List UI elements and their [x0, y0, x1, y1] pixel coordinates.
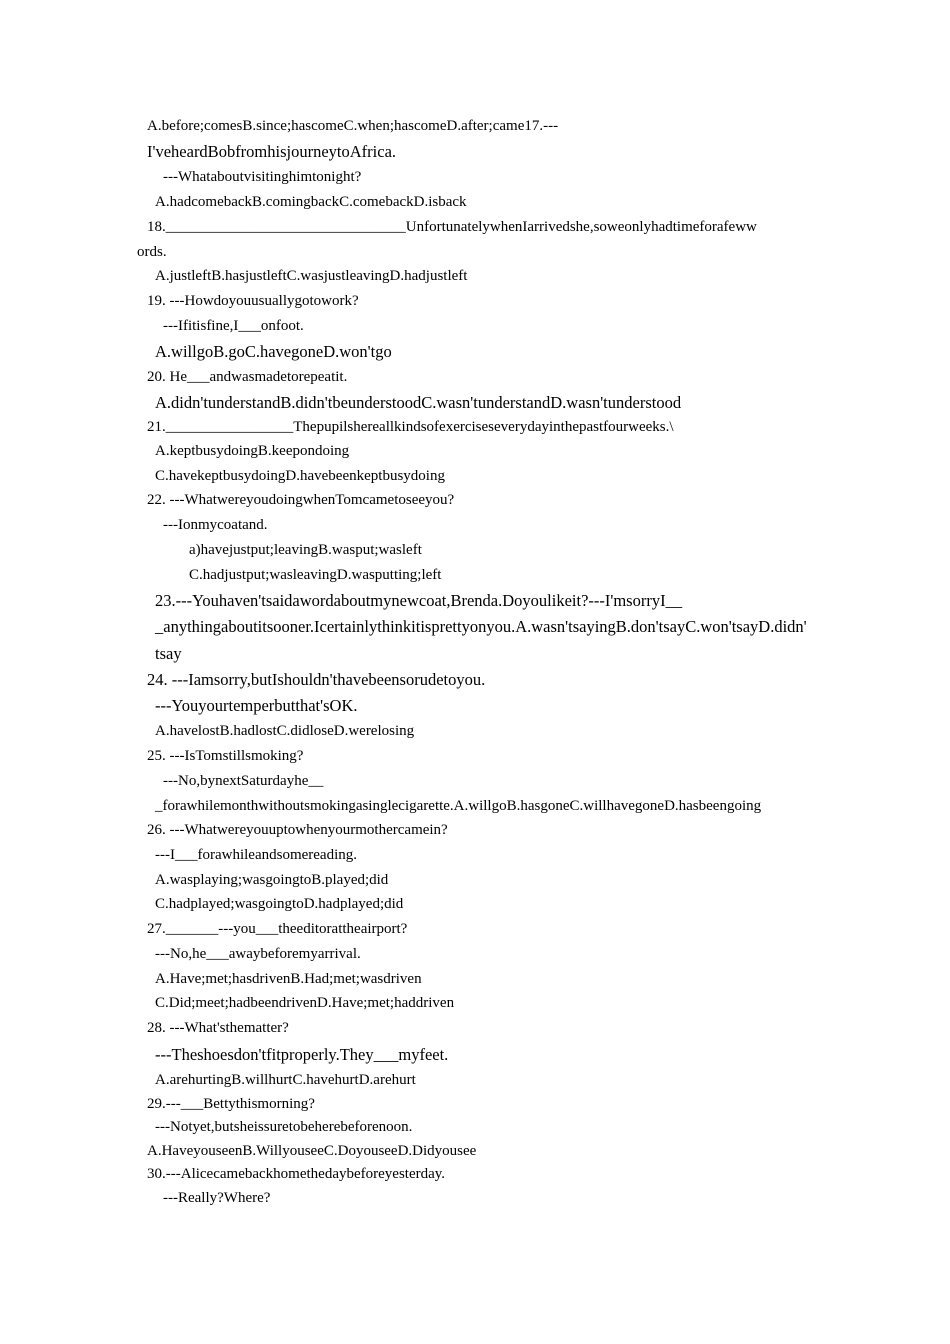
text-line: ords. — [137, 244, 167, 260]
text-line: 24. ---Iamsorry,butIshouldn'thavebeensorudetoyou. — [147, 670, 486, 689]
text-line: A.Have;met;hasdrivenB.Had;met;wasdriven — [155, 971, 422, 987]
text-line: A.willgoB.goC.havegoneD.won'tgo — [155, 342, 392, 361]
text-line: C.Did;meet;hadbeendrivenD.Have;met;haddriven — [155, 995, 455, 1011]
text-line: A.didn'tunderstandB.didn'tbeunderstoodC.wasn'tunderstandD.wasn'tunderstood — [155, 393, 682, 412]
text-line: 30.---Alicecamebackhomethedaybeforeyesterday. — [147, 1166, 446, 1182]
text-line: 28. ---What'sthematter? — [147, 1020, 289, 1036]
text-line: 23.---Youhaven'tsaidawordaboutmynewcoat,Brenda.Doyoulikeit?---I'msorryI__ — [155, 591, 683, 610]
text-line: 29.---___Bettythismorning? — [147, 1096, 315, 1112]
text-line: tsay — [155, 644, 182, 663]
text-line: ---I___forawhileandsomereading. — [155, 847, 358, 863]
text-line: ---Theshoesdon'tfitproperly.They___myfeet. — [155, 1045, 449, 1064]
text-line: a)havejustput;leavingB.wasput;wasleft — [189, 542, 422, 558]
text-line: C.hadjustput;wasleavingD.wasputting;left — [189, 567, 442, 583]
text-line: C.havekeptbusydoingD.havebeenkeptbusydoing — [155, 468, 445, 484]
text-line: 19. ---Howdoyouusuallygotowork? — [147, 293, 359, 309]
text-line: ---Really?Where? — [163, 1190, 271, 1206]
text-line: ---Ifitisfine,I___onfoot. — [163, 318, 304, 334]
text-line: ---Notyet,butsheissuretobeherebeforenoon. — [155, 1119, 413, 1135]
text-line: A.HaveyouseenB.WillyouseeC.DoyouseeD.Didyousee — [147, 1143, 477, 1159]
text-line: A.keptbusydoingB.keepondoing — [155, 443, 350, 459]
text-line: _forawhilemonthwithoutsmokingasinglecigarette.A.willgoB.hasgoneC.willhavegoneD.hasbeengoing — [155, 798, 762, 814]
text-line: A.before;comesB.since;hascomeC.when;hascomeD.after;came17.--- — [147, 118, 559, 134]
text-line: ---No,he___awaybeforemyarrival. — [155, 946, 361, 962]
text-line: 26. ---Whatwereyouuptowhenyourmothercamein? — [147, 822, 448, 838]
text-line: 18.________________________________UnfortunatelywhenIarrivedshe,soweonlyhadtimeforafeww — [147, 219, 757, 235]
text-line: A.hadcomebackB.comingbackC.comebackD.isback — [155, 194, 467, 210]
text-line: 27._______---you___theeditorattheairport? — [147, 921, 408, 937]
text-line: I'veheardBobfromhisjourneytoAfrica. — [147, 142, 397, 161]
text-line: A.havelostB.hadlostC.didloseD.werelosing — [155, 723, 415, 739]
text-line: ---Ionmycoatand. — [163, 517, 268, 533]
text-line: A.arehurtingB.willhurtC.havehurtD.arehurt — [155, 1072, 416, 1088]
text-line: A.wasplaying;wasgoingtoB.played;did — [155, 872, 389, 888]
text-line: A.justleftB.hasjustleftC.wasjustleavingD.hadjustleft — [155, 268, 468, 284]
text-line: ---Youyourtemperbutthat'sOK. — [155, 696, 358, 715]
text-line: 22. ---WhatwereyoudoingwhenTomcametoseeyou? — [147, 492, 455, 508]
text-line: 25. ---IsTomstillsmoking? — [147, 748, 304, 764]
text-line: 20. He___andwasmadetorepeatit. — [147, 369, 348, 385]
text-line: ---No,bynextSaturdayhe__ — [163, 773, 324, 789]
text-line: ---Whataboutvisitinghimtonight? — [163, 169, 362, 185]
text-line: 21._________________Thepupilshereallkindsofexerciseseverydayinthepastfourweeks.\ — [147, 419, 674, 435]
text-line: C.hadplayed;wasgoingtoD.hadplayed;did — [155, 896, 404, 912]
text-line: _anythingaboutitsooner.Icertainlythinkitisprettyonyou.A.wasn'tsayingB.don'tsayC.won'tsayD.didn' — [155, 617, 807, 636]
